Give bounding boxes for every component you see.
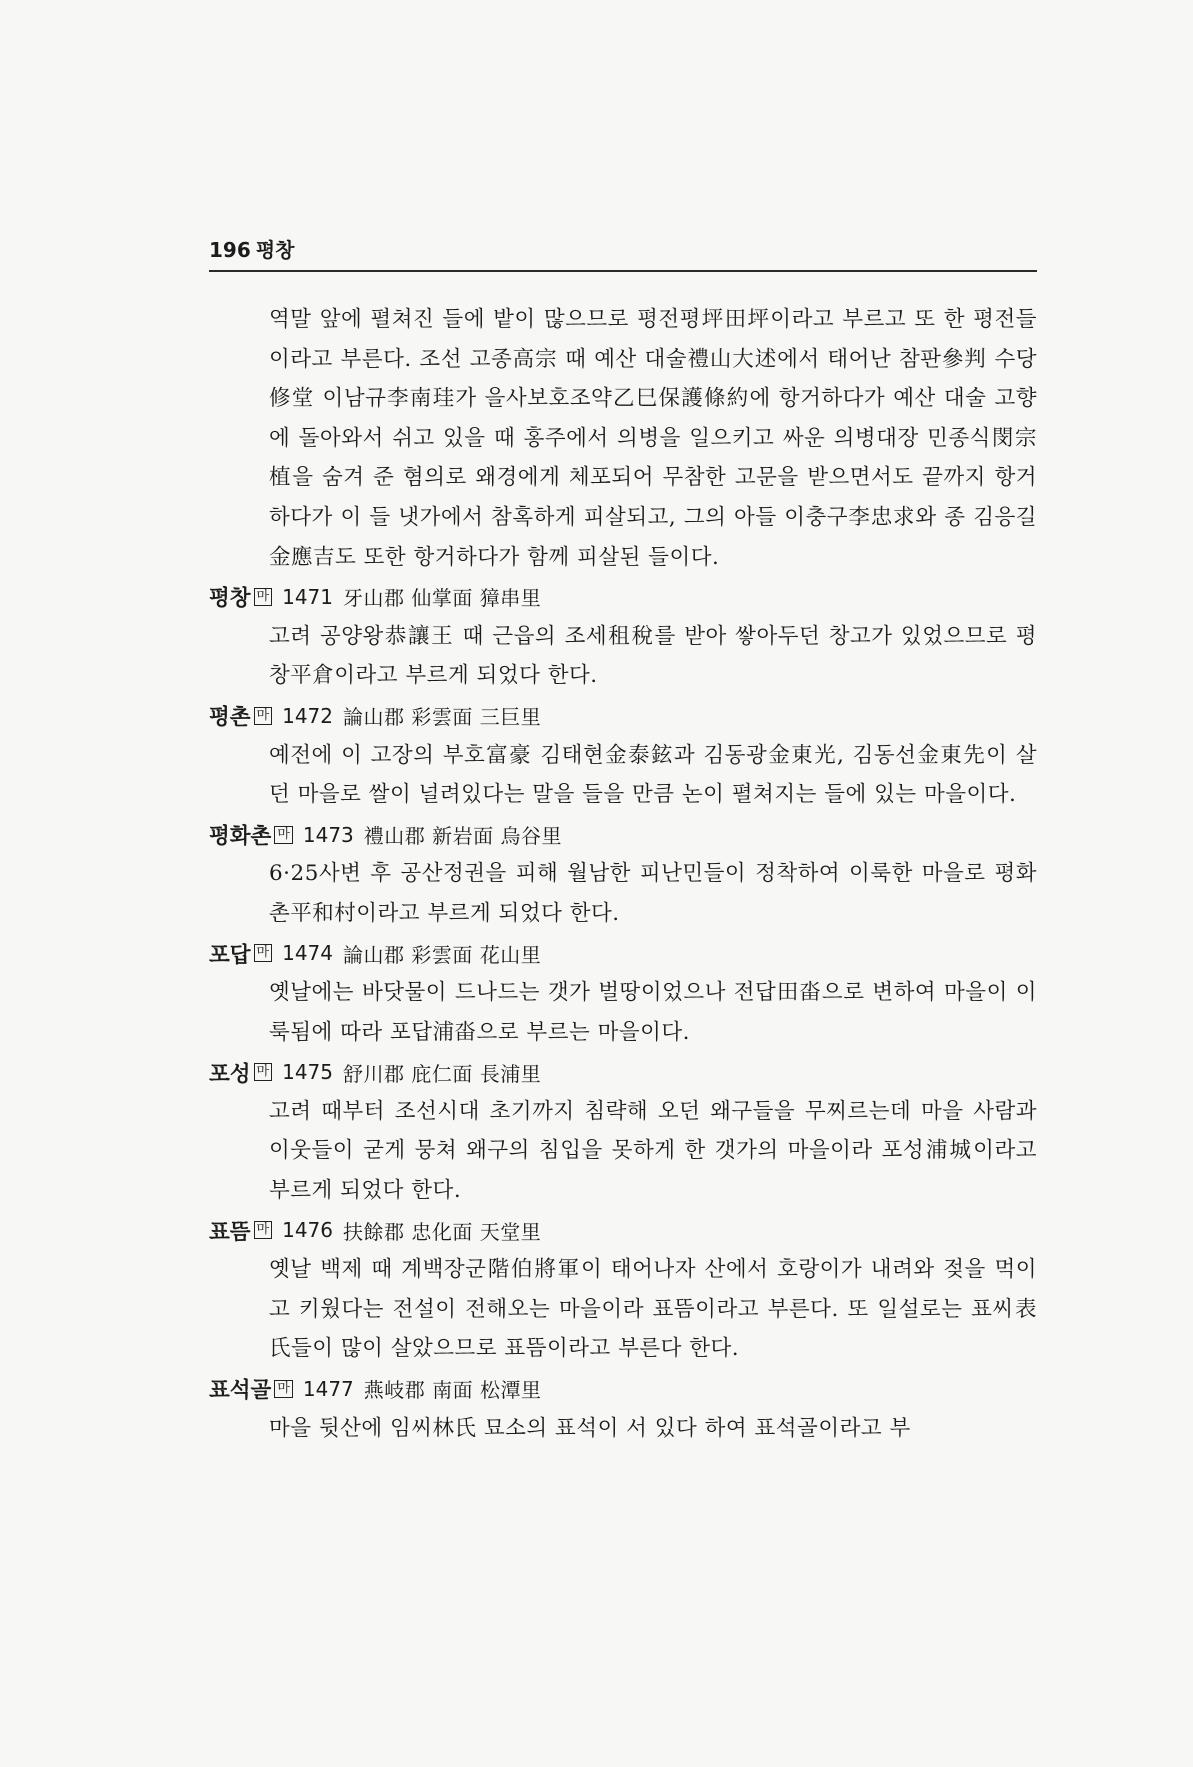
entry-name: 평촌 — [209, 705, 251, 731]
village-tag: 마 — [254, 588, 273, 606]
entry-heading — [209, 577, 1037, 617]
entry — [209, 1052, 1037, 1210]
entry-location: 扶餘郡 忠化面 天堂里 — [343, 1219, 542, 1244]
entry-number: 1473 — [302, 822, 354, 847]
entry-number: 1472 — [282, 703, 334, 728]
entry-location: 牙山郡 仙掌面 獐串里 — [343, 586, 542, 611]
entry-number: 1475 — [282, 1060, 334, 1085]
entry-name: 표석골 — [209, 1378, 272, 1404]
entry-location: 論山郡 彩雲面 花山里 — [343, 942, 542, 967]
entry-text: 고려 때부터 조선시대 초기까지 침략해 오던 왜구들을 무찌르는데 마을 사람과 이웃들이 굳게 뭉쳐 왜구의 침입을 못하게 한 갯가의 마을이라 포성浦城이라고 부르게 되었다 한다. — [269, 1098, 1037, 1204]
village-tag: 마 — [254, 1221, 273, 1239]
entry-name: 평창 — [209, 586, 251, 612]
entry-heading — [209, 1369, 1037, 1409]
entry — [209, 1369, 1037, 1448]
entry-name: 포답 — [209, 942, 251, 968]
entry-text: 6·25사변 후 공산정권을 피해 월남한 피난민들이 정착하여 이룩한 마을로 평화촌平和村이라고 부르게 되었다 한다. — [269, 861, 1037, 926]
entry-number: 1471 — [282, 584, 334, 609]
entry-heading — [209, 934, 1037, 974]
entry-text: 예전에 이 고장의 부호富豪 김태현金泰鉉과 김동광金東光, 김동선金東先이 살던 마을로 쌀이 널려있다는 말을 들을 만큼 논이 펼쳐지는 들에 있는 마을이다. — [269, 742, 1037, 808]
entry — [209, 815, 1037, 934]
entry-number: 1477 — [302, 1376, 354, 1401]
entry-location: 燕岐郡 南面 松潭里 — [363, 1378, 542, 1403]
entry-number: 1476 — [282, 1218, 334, 1243]
intro-paragraph: 역말 앞에 펼쳐진 들에 밭이 많으므로 평전평坪田坪이라고 부르고 또 한 평전들이라고 부른다. 조선 고종高宗 때 예산 대술禮山大述에서 태어난 참판參判 수당修堂 이남규李南珪가 을사보호조약乙巳保護條約에 항거하다가 예산 대술 고향에 돌아와서 쉬고 있을 때 홍주에서 의병을 일으키고 싸운 의병대장 민종식閔宗植을 숨겨 준 혐의로 왜경에게 체포되어 무참한 고문을 받으면서도 끝까지 항거하다가 이 들 냇가에서 참혹하게 피살되고, 그의 아들 이충구李忠求와 종 김응길金應吉도 또한 항거하다가 함께 피살된 들이다. — [269, 307, 1037, 570]
entry-number: 1474 — [282, 941, 334, 966]
entry — [209, 577, 1037, 696]
page-body — [209, 300, 1037, 1448]
entry-text: 옛날에는 바닷물이 드나드는 갯가 벌땅이었으나 전답田畓으로 변하여 마을이 이룩됨에 따라 포답浦畓으로 부르는 마을이다. — [269, 980, 1037, 1045]
entry-text: 고려 공양왕恭讓王 때 근읍의 조세租稅를 받아 쌓아두던 창고가 있었으므로 평창平倉이라고 부르게 되었다 한다. — [269, 623, 1037, 689]
page-header — [209, 236, 1037, 272]
entry-text: 마을 뒷산에 임씨林氏 묘소의 표석이 서 있다 하여 표석골이라고 부 — [269, 1415, 911, 1441]
entry — [209, 1211, 1037, 1369]
entry-heading — [209, 815, 1037, 855]
entry — [209, 696, 1037, 815]
entry-name: 평화촌 — [209, 824, 272, 850]
page-number: 196 — [209, 238, 251, 262]
entry-location: 舒川郡 庇仁面 長浦里 — [343, 1061, 542, 1086]
entry-heading — [209, 1211, 1037, 1251]
entry-heading — [209, 1052, 1037, 1092]
entry-location: 論山郡 彩雲面 三巨里 — [343, 705, 542, 730]
entry — [209, 934, 1037, 1053]
entry-heading — [209, 696, 1037, 736]
village-tag: 마 — [274, 826, 293, 844]
village-tag: 마 — [254, 944, 273, 962]
village-tag: 마 — [254, 1063, 273, 1081]
entry-text: 옛날 백제 때 계백장군階伯將軍이 태어나자 산에서 호랑이가 내려와 젖을 먹이고 키웠다는 전설이 전해오는 마을이라 표뜸이라고 부른다. 또 일설로는 표씨表氏들이 많이 살았으므로 표뜸이라고 부른다 한다. — [269, 1257, 1037, 1362]
section-title: 평창 — [255, 238, 295, 262]
village-tag: 마 — [254, 707, 273, 725]
entry-name: 표뜸 — [209, 1219, 251, 1245]
entry-location: 禮山郡 新岩面 烏谷里 — [363, 824, 562, 849]
entry-name: 포성 — [209, 1061, 251, 1087]
village-tag: 마 — [274, 1380, 293, 1398]
